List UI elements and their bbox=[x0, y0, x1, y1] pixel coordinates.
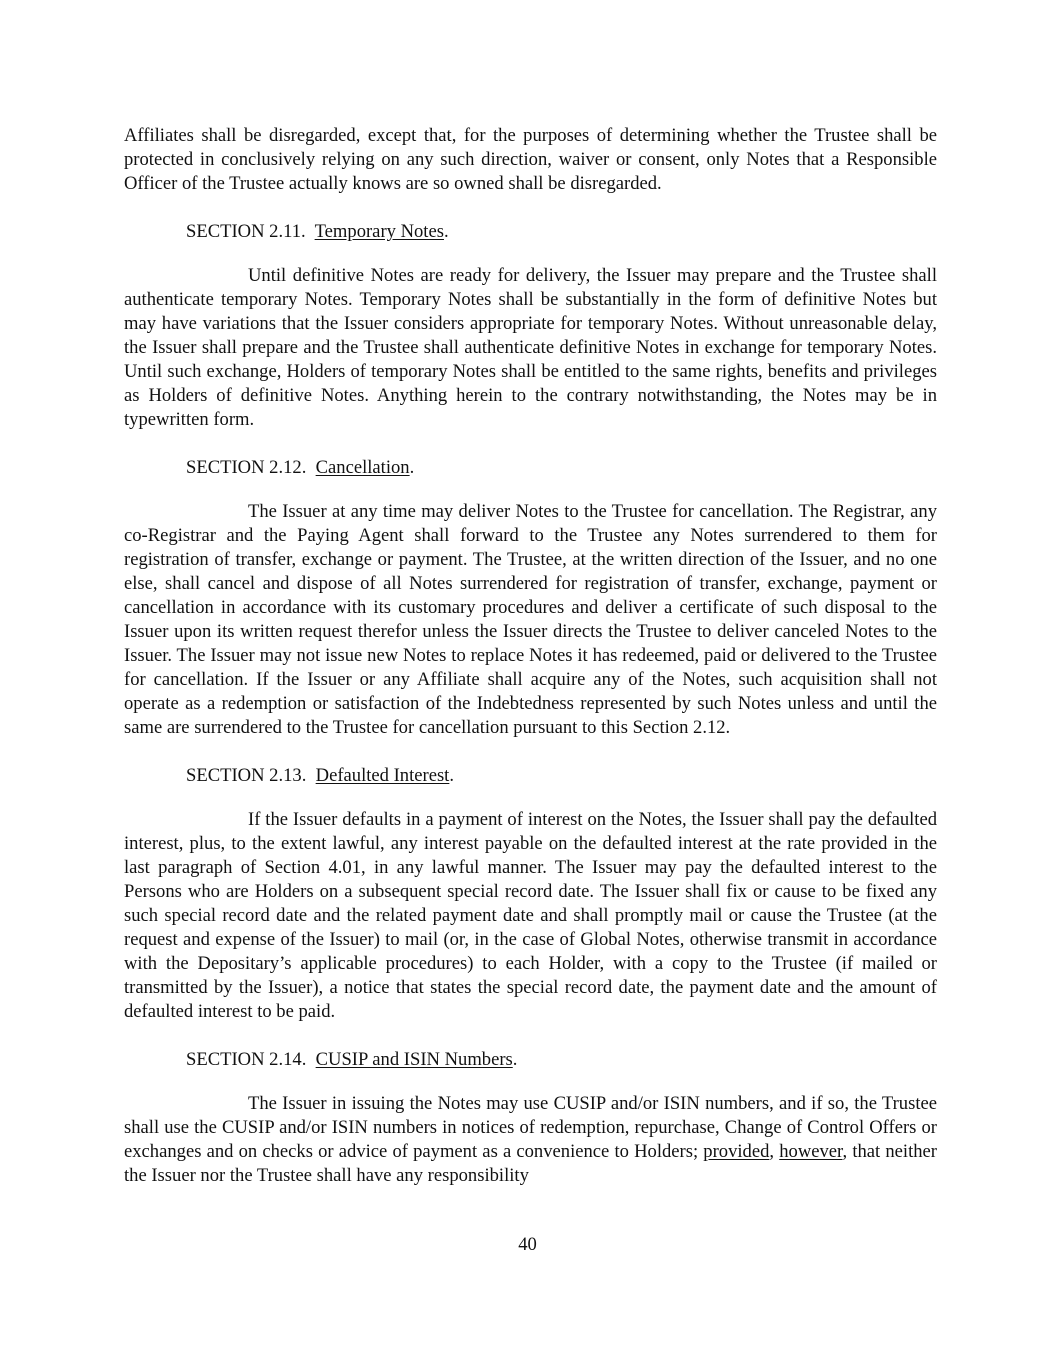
section-2-14-body bbox=[124, 1092, 937, 1188]
section-2-13-heading bbox=[186, 764, 937, 788]
section-2-11-body: Until definitive Notes are ready for delivery, the Issuer may prepare and the Trustee shall authenticate temporary Notes. Temporary Notes shall be substantially in the form of definitive Notes but may have variations that the Issuer considers appropriate for temporary Notes. Without unreasonable delay, the Issuer shall prepare and the Trustee shall authenticate definitive Notes in exchange for temporary Notes. Until such exchange, Holders of temporary Notes shall be entitled to the same rights, benefits and privileges as Holders of definitive Notes. Anything herein to the contrary notwithstanding, the Notes may be in typewritten form. bbox=[124, 265, 937, 430]
section-title: Temporary Notes bbox=[314, 221, 444, 242]
heading-period: . bbox=[443, 221, 449, 242]
body-text: The Issuer in issuing the Notes may use CUSIP and/or ISIN numbers, and if so, the Trustee shall use the CUSIP and/or ISIN numbers in notices of redemption, repurchase, Change of Control Offers or exchanges and on checks or advice of payment as a convenience to Holders; bbox=[124, 1093, 937, 1162]
heading-period: . bbox=[409, 457, 415, 478]
page-number: 40 bbox=[518, 1234, 537, 1255]
section-2-12-body: The Issuer at any time may deliver Notes to the Trustee for cancellation. The Registrar, any co-Registrar and the Paying Agent shall forward to the Trustee any Notes surrendered to them for registration of transfer, exchange or payment. The Trustee, at the written direction of the Issuer, and no one else, shall cancel and dispose of all Notes surrendered for registration of transfer, exchange, payment or cancellation in accordance with its customary procedures and deliver a certificate of such disposal to the Issuer upon its written request therefor unless the Issuer directs the Trustee to deliver canceled Notes to the Issuer. The Issuer may not issue new Notes to replace Notes it has redeemed, paid or delivered to the Trustee for cancellation. If the Issuer or any Affiliate shall acquire any of the Notes, such acquisition shall not operate as a redemption or satisfaction of the Indebtedness represented by such Notes unless and until the same are surrendered to the Trustee for cancellation pursuant to this Section 2.12. bbox=[124, 501, 937, 738]
section-title: Defaulted Interest bbox=[315, 765, 450, 786]
body-text-end: , that neither the Issuer nor the Trustee shall have any responsibility bbox=[124, 1141, 938, 1186]
section-title: CUSIP and ISIN Numbers bbox=[315, 1049, 513, 1070]
section-number: SECTION 2.12. bbox=[186, 457, 307, 478]
intro-paragraph: Affiliates shall be disregarded, except that, for the purposes of determining whether the Trustee shall be protected in conclusively relying on any such direction, waiver or consent, only Notes that a Responsible Officer of the Trustee actually knows are so owned shall be disregarded. bbox=[124, 125, 937, 194]
heading-period: . bbox=[449, 765, 455, 786]
page-content bbox=[124, 124, 937, 1188]
section-2-12-heading bbox=[186, 456, 937, 480]
section-2-14-heading bbox=[186, 1048, 937, 1072]
term-provided: provided bbox=[703, 1141, 770, 1162]
section-2-13-body: If the Issuer defaults in a payment of interest on the Notes, the Issuer shall pay the defaulted interest, plus, to the extent lawful, any interest payable on the defaulted interest at the rate provided in the last paragraph of Section 4.01, in any lawful manner. The Issuer may pay the defaulted interest to the Persons who are Holders on a subsequent special record date. The Issuer shall fix or cause to be fixed any such special record date and the related payment date and shall promptly mail or cause the Trustee (at the request and expense of the Issuer) to mail (or, in the case of Global Notes, otherwise transmit in accordance with the Depositary’s applicable procedures) to each Holder, with a copy to the Trustee (if mailed or transmitted by the Issuer), a notice that states the special record date, the payment date and the amount of defaulted interest to be paid. bbox=[124, 809, 937, 1022]
heading-period: . bbox=[512, 1049, 518, 1070]
section-number: SECTION 2.13. bbox=[186, 765, 307, 786]
section-number: SECTION 2.14. bbox=[186, 1049, 307, 1070]
term-however: however bbox=[779, 1141, 843, 1162]
section-number: SECTION 2.11. bbox=[186, 221, 306, 242]
term-separator: , bbox=[769, 1141, 780, 1162]
section-2-11-heading bbox=[186, 220, 937, 244]
section-title: Cancellation bbox=[315, 457, 410, 478]
